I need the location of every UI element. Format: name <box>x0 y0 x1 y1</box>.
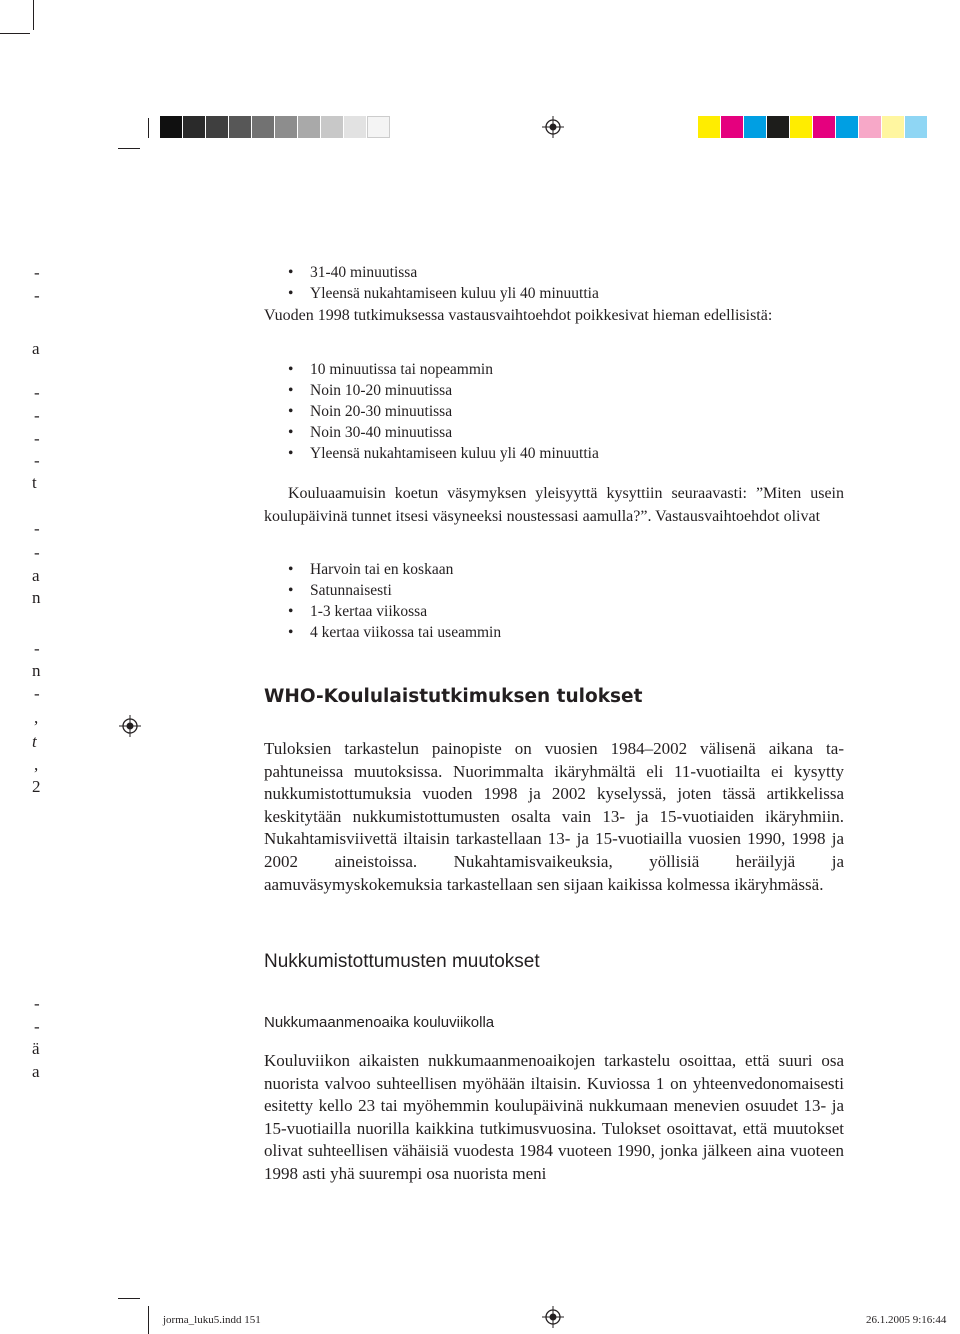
margin-glyph: n <box>32 661 41 680</box>
list-item: • Noin 10-20 minuutissa <box>288 382 453 399</box>
body-paragraph: Kouluaamuisin koetun väsymyksen yleisyyttä kysyttiin seuraavasti: ”Miten usein koulupäivinä tunnet itsesi väsyneeksi noustessasi aamulla?”. Vastausvaihtoehdot olivat <box>264 485 844 525</box>
list-item: • Satunnaisesti <box>288 582 392 599</box>
list-item: • Noin 20-30 minuutissa <box>288 403 453 420</box>
swatch <box>744 116 767 138</box>
crop-mark <box>118 148 140 149</box>
list-item: • 31-40 minuutissa <box>288 264 418 281</box>
list-item: • Yleensä nukahtamiseen kuluu yli 40 minuuttia <box>288 285 599 302</box>
margin-glyph: a <box>32 566 40 585</box>
swatch <box>836 116 859 138</box>
section-heading: WHO-Koululaistutkimuksen tulokset <box>264 686 643 707</box>
margin-glyph: , <box>34 708 39 727</box>
list-item: • 4 kertaa viikossa tai useammin <box>288 624 502 641</box>
footer-filename: jorma_luku5.indd 151 <box>163 1314 261 1326</box>
swatch <box>698 116 721 138</box>
bullet-list <box>284 559 501 643</box>
footer-datetime: 26.1.2005 9:16:44 <box>866 1314 947 1326</box>
crop-mark <box>33 0 34 30</box>
registration-mark-icon <box>542 116 564 138</box>
list-item-text: 10 minuutissa tai nopeammin <box>310 361 493 378</box>
list-item: • Yleensä nukahtamiseen kuluu yli 40 minuuttia <box>288 445 599 462</box>
crop-mark <box>118 1298 140 1299</box>
body-paragraph: Kouluviikon aikaisten nukkumaanmenoaikojen tarkastelu osoittaa, että suuri osa nuorista valvoo suhteellisen myöhään iltaisin. Kuviossa 1 on yhteenvedonomaisesti esitetty kello 23 tai myöhemmin koulupäivinä nukkumaan menevien osuudet 13- ja 15-vuotiailla nuorilla kaikkina tutkimusvuosina. Tulokset osoittavat, että muutokset olivat suhteellisen vähäisiä vuodesta 1984 vuoteen 1990, jonka jälkeen aina vuoteen 1998 asti yhä suurempi osa nuorista meni <box>264 1051 844 1183</box>
margin-glyph: - <box>34 684 40 703</box>
swatch <box>859 116 882 138</box>
margin-glyph: a <box>32 1062 40 1081</box>
margin-glyph: - <box>34 994 40 1013</box>
subsection-heading: Nukkumistottumusten muutokset <box>264 951 540 972</box>
crop-mark <box>148 118 149 138</box>
subsubsection-heading: Nukkumaanmenoaika kouluviikolla <box>264 1014 495 1031</box>
swatch <box>367 116 390 138</box>
registration-mark-icon <box>542 1306 564 1328</box>
swatch <box>813 116 836 138</box>
margin-glyph: - <box>34 263 40 282</box>
margin-glyph: 2 <box>32 777 41 796</box>
bullet-list <box>284 359 599 464</box>
swatch <box>229 116 252 138</box>
swatch <box>275 116 298 138</box>
swatch <box>767 116 790 138</box>
margin-glyph: t <box>32 732 37 751</box>
margin-glyph: - <box>34 451 40 470</box>
body-paragraph: Tuloksien tarkastelun painopiste on vuosien 1984–2002 välisenä aikana tapahtuneissa muutoksissa. Nuorimmalta ikäryhmältä eli 11-vuotiailta ei kysytty nukkumistottumuksia vuoden 1998 ja 2002 kyselyssä, joten tässä artikkelissa keskitytään nukkumistottumusten osalta vain 13- ja 15-vuotiaiden ikäryhmiin. Nukahtamisviivettä iltaisin tarkastellaan 13- ja 15-vuotiailla vuosien 1990, 1998 ja 2002 aineistoissa. Nukahtamisvaikeuksia, yöllisiä heräilyjä ja aamuväsymyskokemuksia tarkastellaan sen sijaan kaikissa kolmessa ikäryhmässä. <box>264 739 844 894</box>
swatch <box>882 116 905 138</box>
margin-glyph: - <box>34 286 40 305</box>
margin-glyph: n <box>32 588 41 607</box>
margin-glyph: - <box>34 639 40 658</box>
list-item-text: Noin 10-20 minuutissa <box>310 382 453 399</box>
swatch <box>721 116 744 138</box>
margin-glyph: t <box>32 473 37 492</box>
grey-color-bar <box>160 116 390 138</box>
margin-glyph: - <box>34 543 40 562</box>
margin-glyph: - <box>34 1017 40 1036</box>
margin-glyph: - <box>34 519 40 538</box>
process-color-bar <box>698 116 928 138</box>
list-item-text: Noin 20-30 minuutissa <box>310 403 453 420</box>
crop-mark <box>0 33 30 34</box>
swatch <box>905 116 928 138</box>
list-item: • Noin 30-40 minuutissa <box>288 424 453 441</box>
swatch <box>321 116 344 138</box>
swatch <box>183 116 206 138</box>
swatch <box>206 116 229 138</box>
list-item: • Harvoin tai en koskaan <box>288 561 454 578</box>
list-item: • 10 minuutissa tai nopeammin <box>288 361 493 378</box>
list-item-text: Noin 30-40 minuutissa <box>310 424 453 441</box>
bullet-list <box>284 262 599 304</box>
margin-glyph: a <box>32 339 40 358</box>
list-item-text: Yleensä nukahtamiseen kuluu yli 40 minuuttia <box>310 285 599 302</box>
list-item: • 1-3 kertaa viikossa <box>288 603 428 620</box>
swatch <box>790 116 813 138</box>
swatch <box>160 116 183 138</box>
swatch <box>298 116 321 138</box>
margin-glyph: - <box>34 406 40 425</box>
list-item-text: 4 kertaa viikossa tai useammin <box>310 624 502 641</box>
list-item-text: Satunnaisesti <box>310 582 392 599</box>
body-paragraph: Vuoden 1998 tutkimuksessa vastausvaihtoehdot poikkesivat hieman edellisistä: <box>264 307 773 324</box>
margin-glyph: ä <box>32 1039 40 1058</box>
margin-glyph: , <box>34 755 39 774</box>
list-item-text: Harvoin tai en koskaan <box>310 561 454 578</box>
list-item-text: 31-40 minuutissa <box>310 264 418 281</box>
swatch <box>252 116 275 138</box>
list-item-text: Yleensä nukahtamiseen kuluu yli 40 minuuttia <box>310 445 599 462</box>
margin-glyph: - <box>34 383 40 402</box>
list-item-text: 1-3 kertaa viikossa <box>310 603 428 620</box>
swatch <box>344 116 367 138</box>
margin-glyph: - <box>34 429 40 448</box>
crop-mark <box>148 1306 149 1334</box>
registration-mark-icon <box>119 715 141 737</box>
